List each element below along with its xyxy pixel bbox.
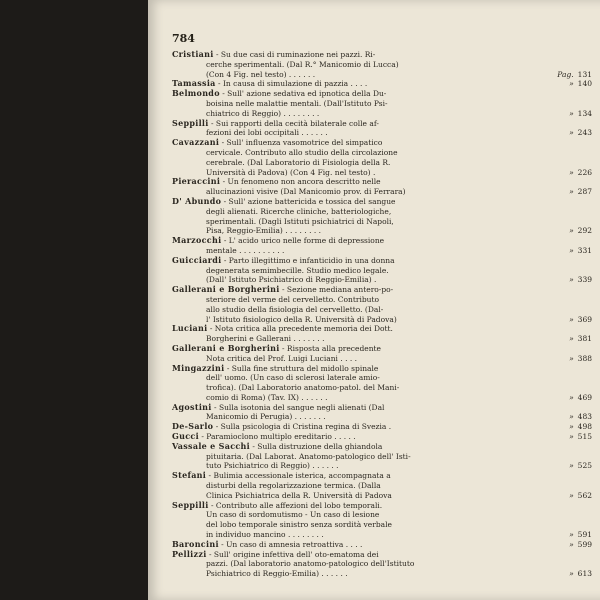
entry-text: (Con 4 Fig. nel testo) . . . . . . (206, 69, 316, 79)
author-name: Cavazzani (172, 137, 220, 148)
entry-text: - Sui rapporti della cecità bilaterale colle af- (211, 118, 379, 128)
toc-entry (172, 285, 592, 324)
toc-entry-line (172, 187, 544, 197)
author-name: Guicciardi (172, 254, 222, 265)
page-reference (548, 393, 592, 403)
entry-text: sperimentali. (Dagli Istituti psichiatrici di Napoli, (206, 216, 394, 226)
toc-entry-line (172, 197, 544, 207)
page-reference (548, 79, 592, 89)
ditto-mark: » (569, 432, 574, 442)
toc-entry-line (172, 70, 544, 80)
page-reference (548, 432, 592, 442)
page-ref-number: 469 (577, 392, 592, 402)
entry-text: pazzi. (Dal laboratorio anatomo-patologico dell'Istituto (206, 559, 415, 569)
page-ref-number: 369 (577, 314, 592, 324)
page-ref-number: 483 (577, 412, 592, 422)
toc-entry (172, 344, 592, 364)
entry-text: Un caso di sordomutismo - Un caso di lesione (206, 510, 380, 520)
toc-entry-line (172, 315, 544, 325)
author-name: Tamassia (172, 78, 216, 89)
page-label: Pag. (557, 69, 574, 79)
author-name: Pieraccini (172, 176, 221, 187)
entry-text: - Sull' azione battericida e tossica del sangue (223, 196, 396, 206)
toc-entry-line (172, 158, 544, 168)
entry-text: - Sulla isotonia del sangue negli alienati (Dal (214, 402, 385, 412)
entry-text: - Sull' origine infettiva dell' oto-ematoma dei (208, 549, 379, 559)
page-ref-number: 226 (577, 167, 592, 177)
toc-entry-line (172, 491, 544, 501)
page-reference (548, 530, 592, 540)
entry-text: - L' acido urico nelle forme di depressione (223, 236, 385, 246)
entry-text: mentale . . . . . . . . . . (206, 245, 285, 255)
toc-entry (172, 364, 592, 403)
entry-text: Clinica Psichiatrica della R. Università di Padova (206, 490, 392, 500)
ditto-mark: » (569, 314, 574, 324)
entry-text: pituitaria. (Dal Laborat. Anatomo-patologico dell' Isti- (206, 451, 411, 461)
page-ref-number: 134 (577, 108, 592, 118)
entry-text: - Risposta alla precedente (282, 343, 381, 353)
toc-entry-line (172, 236, 544, 246)
entry-text: fezioni dei lobi occipitali . . . . . . (206, 128, 328, 138)
entry-text: - Contributo alle affezioni del lobo temporali. (211, 500, 383, 510)
page-ref-number: 562 (577, 490, 592, 500)
page-reference (548, 70, 592, 80)
entry-text: - Paramioclono multiplo ereditario . . . . . (201, 432, 356, 442)
entry-text: cervicale. Contributo allo studio della circolazione (206, 147, 398, 157)
toc-entry-line (172, 217, 544, 227)
ditto-mark: » (569, 108, 574, 118)
entry-text: steriore del verme del cervelletto. Contributo (206, 294, 380, 304)
page-ref-number: 381 (577, 334, 592, 344)
toc-entry (172, 324, 592, 344)
page-reference (548, 422, 592, 432)
toc-entry-line (172, 540, 544, 550)
ditto-mark: » (569, 422, 574, 432)
entry-text: cerebrale. (Dal Laboratorio di Fisiologia della R. (206, 157, 391, 167)
toc-entry-line (172, 305, 544, 315)
entry-text: Pisa, Reggio-Emilia) . . . . . . . . (206, 226, 321, 236)
page-ref-number: 243 (577, 128, 592, 138)
entry-text: - Sull' influenza vasomotrice del simpatico (221, 138, 383, 148)
ditto-mark: » (569, 226, 574, 236)
author-name: Seppilli (172, 117, 209, 128)
entry-text: del lobo temporale sinistro senza sordità verbale (206, 520, 392, 530)
page-reference (548, 334, 592, 344)
page-ref-number: 339 (577, 275, 592, 285)
entry-text: - Sezione mediana antero-po- (282, 285, 394, 295)
toc-entry (172, 119, 592, 139)
entry-text: trofica). (Dal Laboratorio anatomo-patol. del Mani- (206, 383, 400, 393)
toc-entry-line (172, 471, 544, 481)
toc-entry-line (172, 285, 544, 295)
page-reference (548, 540, 592, 550)
author-name: Seppilli (172, 499, 209, 510)
toc-entry-line (172, 295, 544, 305)
toc-entry (172, 177, 592, 197)
page-ref-number: 613 (577, 569, 592, 579)
toc-entry-line (172, 177, 544, 187)
entry-text: Università di Padova) (Con 4 Fig. nel testo) . (206, 167, 376, 177)
entry-text: tuto Psichiatrico di Reggio) . . . . . . (206, 461, 339, 471)
toc-entry (172, 138, 592, 177)
toc-entry (172, 197, 592, 236)
entry-text: in individuo mancino . . . . . . . . (206, 530, 324, 540)
author-name: Baroncini (172, 538, 219, 549)
toc-entry (172, 89, 592, 118)
toc-entry-line (172, 148, 544, 158)
toc-entry-line (172, 246, 544, 256)
toc-entry-line (172, 60, 544, 70)
entry-text: allo studio della fisiologia del cervelletto. (Dal- (206, 304, 384, 314)
toc-entry-line (172, 559, 544, 569)
ditto-mark: » (569, 187, 574, 197)
page-number: 784 (172, 32, 195, 45)
toc-entry-line (172, 138, 544, 148)
ditto-mark: » (569, 530, 574, 540)
toc-entry-line (172, 481, 544, 491)
entry-text: degenerata semimbecille. Studio medico legale. (206, 265, 389, 275)
author-name: Agostini (172, 401, 212, 412)
ditto-mark: » (569, 392, 574, 402)
entry-text: - Parto illegittimo e infanticidio in una donna (223, 255, 395, 265)
toc-entry (172, 403, 592, 423)
entry-text: - Sulla distruzione della ghiandola (252, 441, 383, 451)
toc-entry (172, 256, 592, 285)
entry-text: cerche sperimentali. (Dal R.° Manicomio di Lucca) (206, 59, 399, 69)
page-ref-number: 599 (577, 539, 592, 549)
entry-text: - Sull' azione sedativa ed ipnotica della Du- (222, 89, 387, 99)
ditto-mark: » (569, 461, 574, 471)
toc-entry (172, 540, 592, 550)
entry-text: - Un caso di amnesia retroattiva . . . . (221, 539, 363, 549)
toc-entry-line (172, 344, 544, 354)
toc-entry-line (172, 128, 544, 138)
page-reference (548, 491, 592, 501)
page-reference (548, 109, 592, 119)
page-reference (548, 569, 592, 579)
toc-entry-line (172, 530, 544, 540)
toc-entry-line (172, 364, 544, 374)
page-reference (548, 354, 592, 364)
author-name: D' Abundo (172, 195, 222, 206)
toc-entry (172, 422, 592, 432)
ditto-mark: » (569, 167, 574, 177)
page-ref-number: 388 (577, 353, 592, 363)
ditto-mark: » (569, 245, 574, 255)
ditto-mark: » (569, 539, 574, 549)
toc-entry-line (172, 79, 544, 89)
author-name: Mingazzini (172, 362, 225, 373)
page-reference (548, 226, 592, 236)
author-name: Vassale e Sacchi (172, 440, 250, 451)
entry-text: Manicomio di Perugia) . . . . . . . (206, 412, 326, 422)
entry-text: boisina nelle malattie mentali. (Dall'Istituto Psi- (206, 98, 388, 108)
entry-text: - Un fenomeno non ancora descritto nelle (222, 177, 381, 187)
entry-text: l' Istituto fisiologico della R. Università di Padova) (206, 314, 397, 324)
entry-text: disturbi della regolarizzazione termica. (Dalla (206, 481, 381, 491)
page-ref-number: 591 (577, 530, 592, 540)
toc-entry-line (172, 354, 544, 364)
entry-text: comio di Roma) (Tav. IX) . . . . . . (206, 392, 328, 402)
entry-text: - In causa di simulazione di pazzia . . . . (218, 79, 368, 89)
page-ref-number: 525 (577, 461, 592, 471)
toc-entry-line (172, 442, 544, 452)
entry-text: allucinazioni visive (Dal Manicomio prov. di Ferrara) (206, 187, 406, 197)
toc-entry-line (172, 99, 544, 109)
ditto-mark: » (569, 353, 574, 363)
entry-text: - Sulla fine struttura del midollo spinale (226, 363, 379, 373)
author-name: Gallerani e Borgherini (172, 342, 280, 353)
toc-entry-line (172, 256, 544, 266)
page-ref-number: 331 (577, 245, 592, 255)
author-name: De-Sarlo (172, 421, 214, 432)
toc-entry (172, 50, 592, 79)
toc-entry (172, 550, 592, 579)
toc-entry-line (172, 452, 544, 462)
page-reference (548, 246, 592, 256)
author-name: Pellizzi (172, 548, 207, 559)
ditto-mark: » (569, 334, 574, 344)
author-name: Belmondo (172, 88, 220, 99)
entry-text: - Bulimia accessionale isterica, accompagnata a (208, 471, 391, 481)
toc-entry (172, 236, 592, 256)
entry-text: - Sulla psicologia di Cristina regina di Svezia . (215, 422, 392, 432)
page-ref-number: 287 (577, 187, 592, 197)
page-reference (548, 461, 592, 471)
ditto-mark: » (569, 569, 574, 579)
toc-entry-line (172, 510, 544, 520)
author-name: Stefani (172, 470, 207, 481)
toc-entry-line (172, 569, 544, 579)
toc-entry-line (172, 403, 544, 413)
page-reference (548, 128, 592, 138)
toc-entry-line (172, 226, 544, 236)
entry-text: degli alienati. Ricerche cliniche, batteriologiche, (206, 206, 392, 216)
author-name: Cristiani (172, 49, 214, 59)
page-reference (548, 187, 592, 197)
author-name: Marzocchi (172, 235, 222, 246)
toc-entry-line (172, 461, 544, 471)
table-of-contents (172, 50, 592, 579)
toc-entry (172, 442, 592, 471)
toc-entry-line (172, 324, 544, 334)
entry-text: Nota critica del Prof. Luigi Luciani . . . . (206, 353, 358, 363)
entry-text: - Nota critica alla precedente memoria dei Dott. (209, 324, 393, 334)
page-ref-number: 515 (577, 432, 592, 442)
toc-entry-line (172, 119, 544, 129)
toc-entry (172, 501, 592, 540)
toc-entry-line (172, 207, 544, 217)
entry-text: Borgherini e Gallerani . . . . . . . (206, 334, 325, 344)
toc-entry-line (172, 266, 544, 276)
toc-entry-line (172, 550, 544, 560)
ditto-mark: » (569, 128, 574, 138)
ditto-mark: » (569, 490, 574, 500)
book-page (148, 0, 600, 600)
toc-entry-line (172, 520, 544, 530)
ditto-mark: » (569, 79, 574, 89)
toc-entry-line (172, 168, 544, 178)
toc-entry-line (172, 373, 544, 383)
page-ref-number: 131 (577, 69, 592, 79)
toc-entry-line (172, 412, 544, 422)
toc-entry-line (172, 422, 544, 432)
toc-entry-line (172, 109, 544, 119)
ditto-mark: » (569, 275, 574, 285)
toc-entry-line (172, 89, 544, 99)
page-reference (548, 315, 592, 325)
author-name: Luciani (172, 323, 208, 334)
author-name: Gucci (172, 431, 199, 442)
entry-text: chiatrico di Reggio) . . . . . . . . (206, 108, 320, 118)
ditto-mark: » (569, 412, 574, 422)
toc-entry-line (172, 50, 544, 60)
author-name: Gallerani e Borgherini (172, 284, 280, 295)
toc-entry-line (172, 383, 544, 393)
page-reference (548, 168, 592, 178)
page-ref-number: 140 (577, 79, 592, 89)
page-ref-number: 498 (577, 422, 592, 432)
entry-text: - Su due casi di ruminazione nei pazzi. Ri- (216, 50, 376, 59)
entry-text: Psichiatrico di Reggio-Emilia) . . . . . . (206, 569, 348, 579)
toc-entry (172, 471, 592, 500)
page-ref-number: 292 (577, 226, 592, 236)
toc-entry-line (172, 393, 544, 403)
page-reference (548, 412, 592, 422)
entry-text: dell' uomo. (Un caso di sclerosi laterale amio- (206, 373, 380, 383)
toc-entry-line (172, 501, 544, 511)
page-reference (548, 275, 592, 285)
entry-text: (Dall' Istituto Psichiatrico di Reggio-Emilia) . (206, 275, 377, 285)
toc-entry (172, 79, 592, 89)
